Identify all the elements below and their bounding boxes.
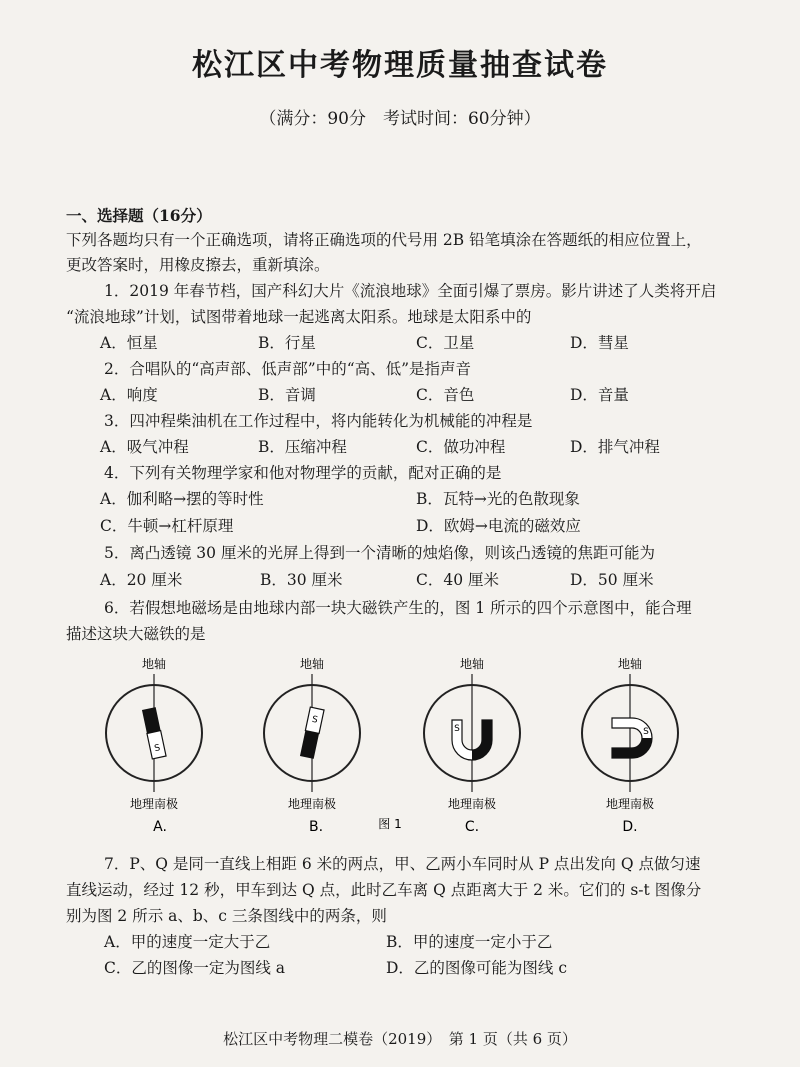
q4-option-b: B．瓦特→光的色散现象 xyxy=(416,490,580,508)
panel-label-c: C. xyxy=(464,819,480,835)
axis-label-c: 地轴 xyxy=(459,657,485,671)
q1-option-d: D．彗星 xyxy=(570,334,629,352)
q1-option-b: B．行星 xyxy=(258,334,316,352)
page-footer: 松江区中考物理二模卷（2019） 第 1 页（共 6 页） xyxy=(223,1030,577,1048)
q3-option-d: D．排气冲程 xyxy=(570,438,660,456)
pole-label-d: 地理南极 xyxy=(605,797,655,811)
figure-panel-d xyxy=(582,656,678,835)
question-6-line-2: 描述这块大磁铁的是 xyxy=(66,625,206,643)
q3-option-b: B．压缩冲程 xyxy=(258,438,347,456)
q2-option-c: C．音色 xyxy=(416,386,475,404)
question-7-line-3: 别为图 2 所示 a、b、c 三条图线中的两条，则 xyxy=(66,907,387,925)
question-1-line-1: 1．2019 年春节档，国产科幻大片《流浪地球》全面引爆了票房。影片讲述了人类将开启 xyxy=(104,282,717,300)
q7-option-d: D．乙的图像可能为图线 c xyxy=(386,959,568,977)
magnet-bar-b xyxy=(300,707,324,759)
q1-option-c: C．卫星 xyxy=(416,334,475,352)
panel-label-b: B. xyxy=(308,819,324,835)
svg-text:S: S xyxy=(310,714,319,726)
magnet-bar-a xyxy=(142,707,166,759)
q4-option-c: C．牛顿→杠杆原理 xyxy=(100,517,234,535)
q7-option-b: B．甲的速度一定小于乙 xyxy=(386,933,553,951)
magnet-horseshoe-d xyxy=(612,718,652,758)
question-7-line-1: 7．P、Q 是同一直线上相距 6 米的两点，甲、乙两小车同时从 P 点出发向 Q 点做匀速 xyxy=(104,855,701,873)
q7-option-c: C．乙的图像一定为图线 a xyxy=(104,959,286,977)
q2-option-a: A．响度 xyxy=(100,386,158,404)
pole-label-c: 地理南极 xyxy=(447,797,497,811)
figure-panel-b xyxy=(264,656,360,835)
q1-option-a: A．恒星 xyxy=(100,334,158,352)
panel-label-a: A. xyxy=(153,819,167,835)
q5-option-a: A．20 厘米 xyxy=(100,571,183,589)
svg-text:S: S xyxy=(454,724,460,734)
figure-caption: 图 1 xyxy=(378,817,402,831)
pole-label-a: 地理南极 xyxy=(129,797,179,811)
figure-panel-a xyxy=(106,656,202,835)
svg-text:S: S xyxy=(643,727,649,737)
question-4-line-1: 4．下列有关物理学家和他对物理学的贡献，配对正确的是 xyxy=(104,464,502,482)
question-6-line-1: 6．若假想地磁场是由地球内部一块大磁铁产生的，图 1 所示的四个示意图中，能合理 xyxy=(104,599,692,617)
svg-text:S: S xyxy=(153,743,162,755)
axis-label-a: 地轴 xyxy=(141,657,167,671)
pole-label-b: 地理南极 xyxy=(287,797,337,811)
question-7-line-2: 直线运动，经过 12 秒，甲车到达 Q 点，此时乙车离 Q 点距离大于 2 米。它们的 s-t 图像分 xyxy=(66,881,702,899)
q5-option-c: C．40 厘米 xyxy=(416,571,500,589)
exam-subtitle: （满分：90分 考试时间：60分钟） xyxy=(259,109,541,129)
instruction-line-1: 下列各题均只有一个正确选项，请将正确选项的代号用 2B 铅笔填涂在答题纸的相应位置上， xyxy=(66,231,702,249)
question-5-line-1: 5．离凸透镜 30 厘米的光屏上得到一个清晰的烛焰像，则该凸透镜的焦距可能为 xyxy=(104,544,655,562)
q4-option-a: A．伽利略→摆的等时性 xyxy=(100,490,264,508)
axis-label-b: 地轴 xyxy=(299,657,325,671)
q2-option-b: B．音调 xyxy=(258,386,316,404)
q4-option-d: D．欧姆→电流的磁效应 xyxy=(416,517,581,535)
figure-panel-c xyxy=(424,656,520,835)
q7-option-a: A．甲的速度一定大于乙 xyxy=(104,933,271,951)
exam-title: 松江区中考物理质量抽查试卷 xyxy=(192,48,608,83)
figure-1 xyxy=(90,650,730,840)
panel-label-d: D. xyxy=(622,819,638,835)
instruction-line-2: 更改答案时，用橡皮擦去，重新填涂。 xyxy=(66,256,330,274)
section-heading: 一、选择题（16分） xyxy=(66,206,212,225)
question-3-line-1: 3．四冲程柴油机在工作过程中，将内能转化为机械能的冲程是 xyxy=(104,412,533,430)
q5-option-d: D．50 厘米 xyxy=(570,571,654,589)
q5-option-b: B．30 厘米 xyxy=(260,571,343,589)
question-1-line-2: “流浪地球”计划，试图带着地球一起逃离太阳系。地球是太阳系中的 xyxy=(66,308,532,326)
axis-label-d: 地轴 xyxy=(617,657,643,671)
q2-option-d: D．音量 xyxy=(570,386,629,404)
q3-option-a: A．吸气冲程 xyxy=(100,438,189,456)
q3-option-c: C．做功冲程 xyxy=(416,438,506,456)
question-2-line-1: 2．合唱队的“高声部、低声部”中的“高、低”是指声音 xyxy=(104,360,472,378)
